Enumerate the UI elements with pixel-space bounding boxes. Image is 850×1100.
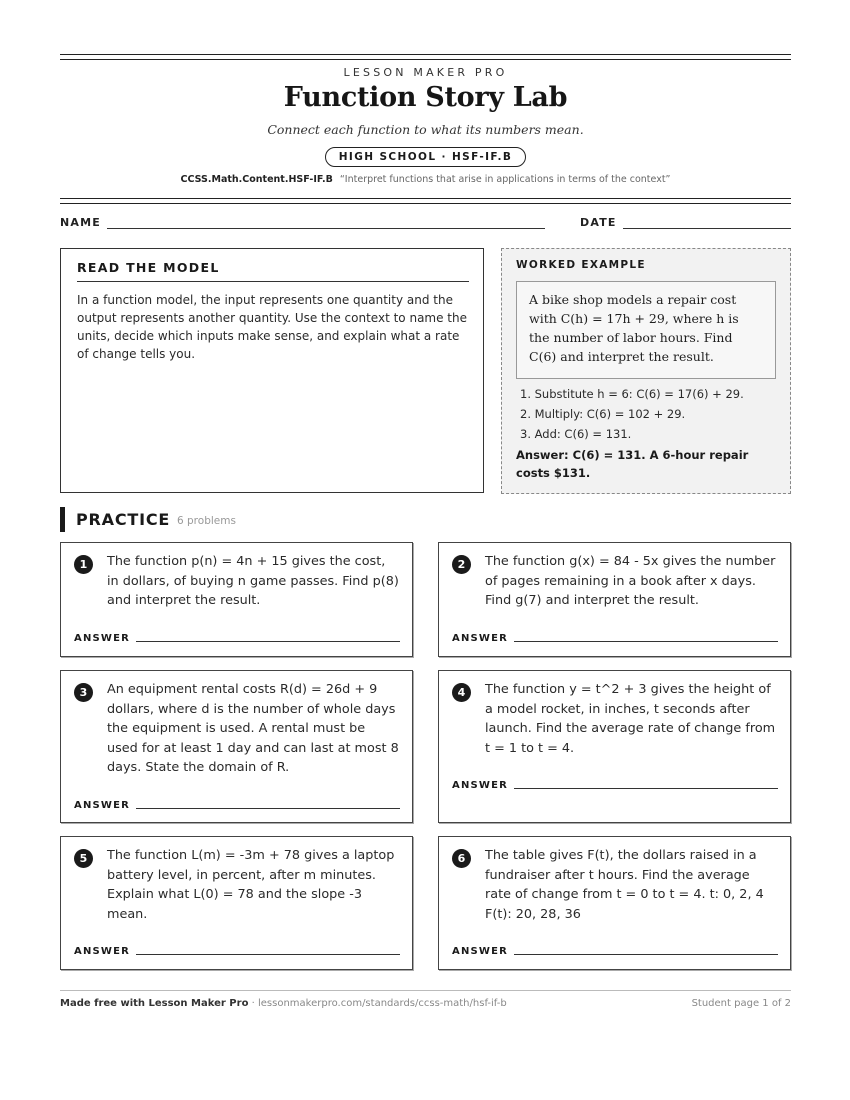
standard-text: “Interpret functions that arise in applications in terms of the context”: [339, 174, 671, 185]
example-heading: WORKED EXAMPLE: [516, 259, 646, 271]
problem-number: 1: [74, 555, 93, 574]
example-step: 1. Substitute h = 6: C(6) = 17(6) + 29.: [520, 387, 744, 401]
practice-accent-bar: [60, 507, 65, 532]
answer-label: ANSWER: [74, 800, 131, 811]
footer-rule: [60, 990, 791, 991]
example-step: 3. Add: C(6) = 131.: [520, 427, 632, 441]
answer-field[interactable]: [514, 788, 778, 789]
footer-credit: [60, 998, 507, 1009]
problem-prompt: An equipment rental costs R(d) = 26d + 9 dollars, where d is the number of whole days the equipment is used. A rental must be used for at least 1 day and can last at most 8 days. State the domain of R.: [107, 682, 399, 775]
model-body: In a function model, the input represents one quantity and the output represents another quantity. Use the context to name the units, decide which inputs make sense, and explain what a rate of change tells you.: [77, 293, 467, 361]
answer-field[interactable]: [136, 641, 400, 642]
example-answer: Answer: C(6) = 131. A 6-hour repair costs $131.: [516, 448, 749, 480]
example-step: 2. Multiply: C(6) = 102 + 29.: [520, 407, 686, 421]
header-bottom-rule: [60, 198, 791, 204]
problem-number: 4: [452, 683, 471, 702]
header-top-rule: [60, 54, 791, 60]
answer-field[interactable]: [136, 954, 400, 955]
problem-card-6: [438, 836, 791, 970]
model-heading: READ THE MODEL: [77, 260, 469, 282]
problem-card-1: [60, 542, 413, 657]
problem-prompt: The table gives F(t), the dollars raised in a fundraiser after t hours. Find the average rate of change from t = 0 to t = 4. t: 0, 2, 4 F(t): 20, 28, 36: [485, 848, 764, 922]
read-the-model-panel: [60, 248, 484, 493]
practice-heading: PRACTICE: [76, 510, 171, 529]
problem-prompt: The function g(x) = 84 - 5x gives the number of pages remaining in a book after x days. Find g(7) and interpret the result.: [485, 554, 776, 608]
standard-line: [60, 174, 791, 185]
date-label: DATE: [580, 216, 617, 229]
worksheet-title: Function Story Lab: [283, 82, 568, 113]
answer-field[interactable]: [136, 808, 400, 809]
answer-field[interactable]: [514, 954, 778, 955]
worksheet-page: [60, 0, 791, 1100]
problem-prompt: The function y = t^2 + 3 gives the height of a model rocket, in inches, t seconds after launch. Find the average rate of change from t = 1 to t = 4.: [485, 682, 776, 756]
answer-label: ANSWER: [452, 633, 509, 644]
problem-number: 3: [74, 683, 93, 702]
example-steps: [520, 384, 744, 444]
answer-label: ANSWER: [74, 633, 131, 644]
problem-number: 5: [74, 849, 93, 868]
problem-prompt: The function L(m) = -3m + 78 gives a laptop battery level, in percent, after m minutes. Explain what L(0) = 78 and the slope -3 mean.: [107, 848, 395, 922]
grade-badge: HIGH SCHOOL · HSF-IF.B: [325, 147, 527, 167]
answer-label: ANSWER: [452, 946, 509, 957]
example-problem: A bike shop models a repair cost with C(h) = 17h + 29, where h is the number of labor hours. Find C(6) and interpret the result.: [516, 281, 776, 379]
problem-card-2: [438, 542, 791, 657]
brand-kicker: LESSON MAKER PRO: [343, 66, 508, 79]
answer-label: ANSWER: [452, 780, 509, 791]
footer-brand: Made free with Lesson Maker Pro: [60, 998, 249, 1009]
answer-field[interactable]: [514, 641, 778, 642]
footer-url[interactable]: · lessonmakerpro.com/standards/ccss-math/hsf-if-b: [248, 998, 507, 1009]
problem-number: 6: [452, 849, 471, 868]
worked-example-panel: [501, 248, 791, 494]
problem-prompt: The function p(n) = 4n + 15 gives the cost, in dollars, of buying n game passes. Find p(8) and interpret the result.: [107, 554, 399, 608]
problem-card-3: [60, 670, 413, 823]
standard-code: CCSS.Math.Content.HSF-IF.B: [180, 174, 333, 185]
name-label: NAME: [60, 216, 101, 229]
page-indicator: Student page 1 of 2: [691, 998, 791, 1009]
problem-card-4: [438, 670, 791, 823]
answer-label: ANSWER: [74, 946, 131, 957]
name-field[interactable]: [107, 228, 545, 229]
practice-count: 6 problems: [177, 515, 236, 527]
date-field[interactable]: [623, 228, 791, 229]
worksheet-subtitle: Connect each function to what its numbers mean.: [267, 122, 584, 137]
problem-card-5: [60, 836, 413, 970]
problem-number: 2: [452, 555, 471, 574]
